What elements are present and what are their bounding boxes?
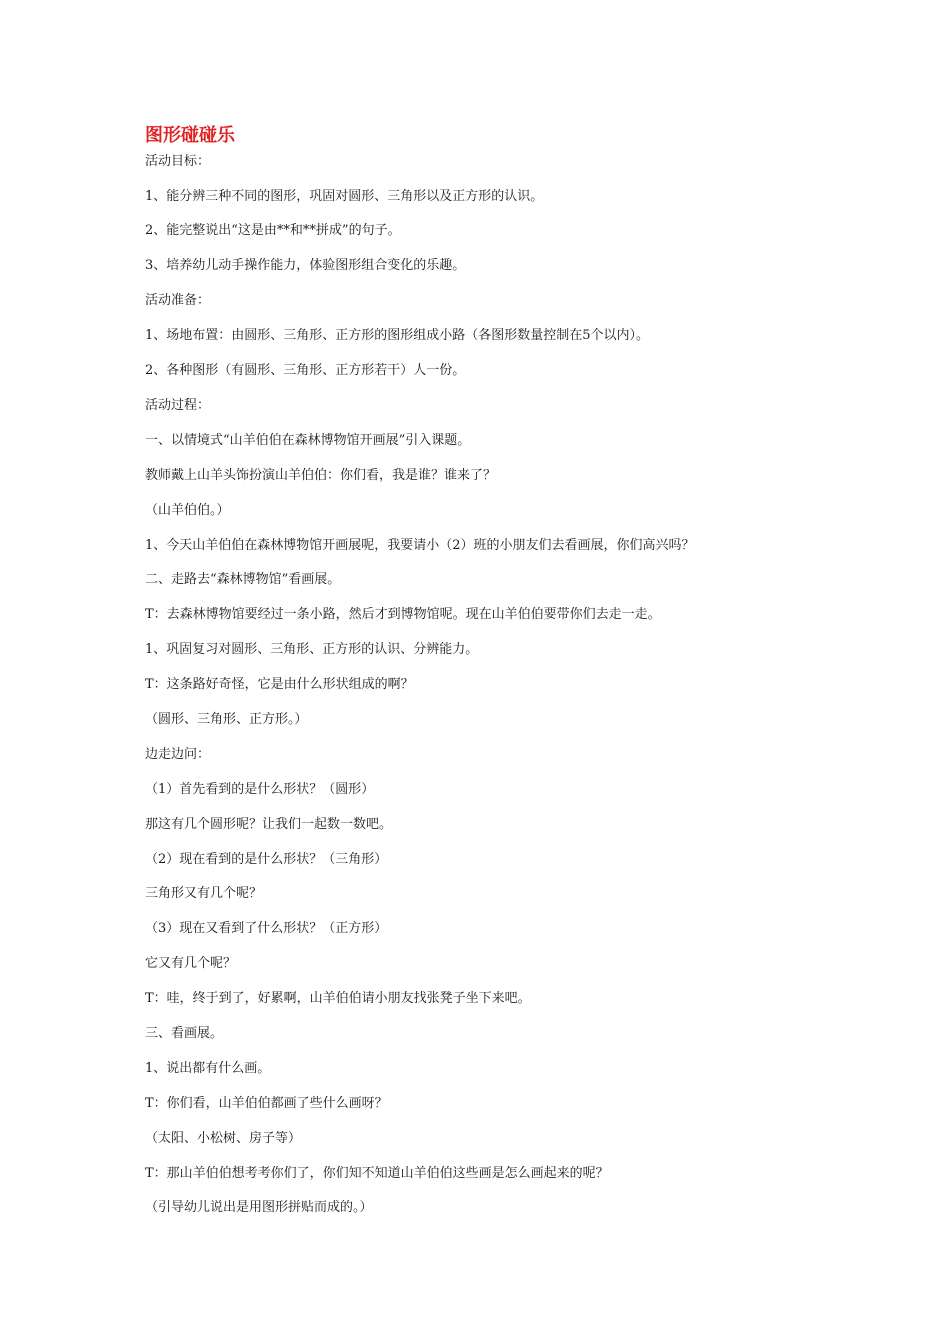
paragraph: 它又有几个呢？ xyxy=(145,956,237,972)
section-heading-goals: 活动目标： xyxy=(145,154,211,169)
paragraph: 3、培养幼儿动手操作能力，体验图形组合变化的乐趣。 xyxy=(145,258,466,274)
document-page xyxy=(145,124,825,1233)
paragraph: T：哇，终于到了，好累啊，山羊伯伯请小朋友找张凳子坐下来吧。 xyxy=(145,991,531,1007)
paragraph: T：去森林博物馆要经过一条小路，然后才到博物馆呢。现在山羊伯伯要带你们去走一走。 xyxy=(145,607,661,623)
paragraph: 边走边问： xyxy=(145,746,211,762)
paragraph: （山羊伯伯。） xyxy=(145,502,230,518)
paragraph: 1、能分辨三种不同的图形，巩固对圆形、三角形以及正方形的认识。 xyxy=(145,188,544,204)
paragraph: （引导幼儿说出是用图形拼贴而成的。） xyxy=(145,1200,373,1216)
paragraph: 2、能完整说出“这是由**和**拼成”的句子。 xyxy=(145,223,401,239)
paragraph: T：这条路好奇怪，它是由什么形状组成的啊？ xyxy=(145,677,414,693)
paragraph: 教师戴上山羊头饰扮演山羊伯伯：你们看，我是谁？谁来了？ xyxy=(145,467,497,483)
paragraph: T：你们看，山羊伯伯都画了些什么画呀？ xyxy=(145,1095,388,1111)
paragraph: 三、看画展。 xyxy=(145,1025,224,1041)
paragraph: （太阳、小松树、房子等） xyxy=(145,1130,302,1146)
paragraph: 二、走路去“森林博物馆”看画展。 xyxy=(145,572,341,588)
paragraph: 1、场地布置：由圆形、三角形、正方形的图形组成小路（各图形数量控制在5个以内）。 xyxy=(145,328,650,344)
paragraph: （圆形、三角形、正方形。） xyxy=(145,711,308,727)
paragraph: 2、各种图形（有圆形、三角形、正方形若干）人一份。 xyxy=(145,363,466,379)
paragraph: （2）现在看到的是什么形状？（三角形） xyxy=(145,851,388,867)
paragraph: T：那山羊伯伯想考考你们了，你们知不知道山羊伯伯这些画是怎么画起来的呢？ xyxy=(145,1165,609,1181)
paragraph: 1、说出都有什么画。 xyxy=(145,1060,271,1076)
section-heading-process: 活动过程： xyxy=(145,397,211,413)
paragraph: 1、今天山羊伯伯在森林博物馆开画展呢，我要请小（2）班的小朋友们去看画展，你们高兴吗？ xyxy=(145,537,695,553)
section-heading-preparation: 活动准备： xyxy=(145,293,211,309)
paragraph: （1）首先看到的是什么形状？（圆形） xyxy=(145,781,375,797)
paragraph: 1、巩固复习对圆形、三角形、正方形的认识、分辨能力。 xyxy=(145,642,479,658)
paragraph: 一、以情境式“山羊伯伯在森林博物馆开画展”引入课题。 xyxy=(145,432,471,448)
document-title: 图形碰碰乐 xyxy=(145,125,235,146)
paragraph: （3）现在又看到了什么形状？（正方形） xyxy=(145,921,388,937)
paragraph: 三角形又有几个呢？ xyxy=(145,886,263,902)
paragraph: 那这有几个圆形呢？让我们一起数一数吧。 xyxy=(145,816,393,832)
